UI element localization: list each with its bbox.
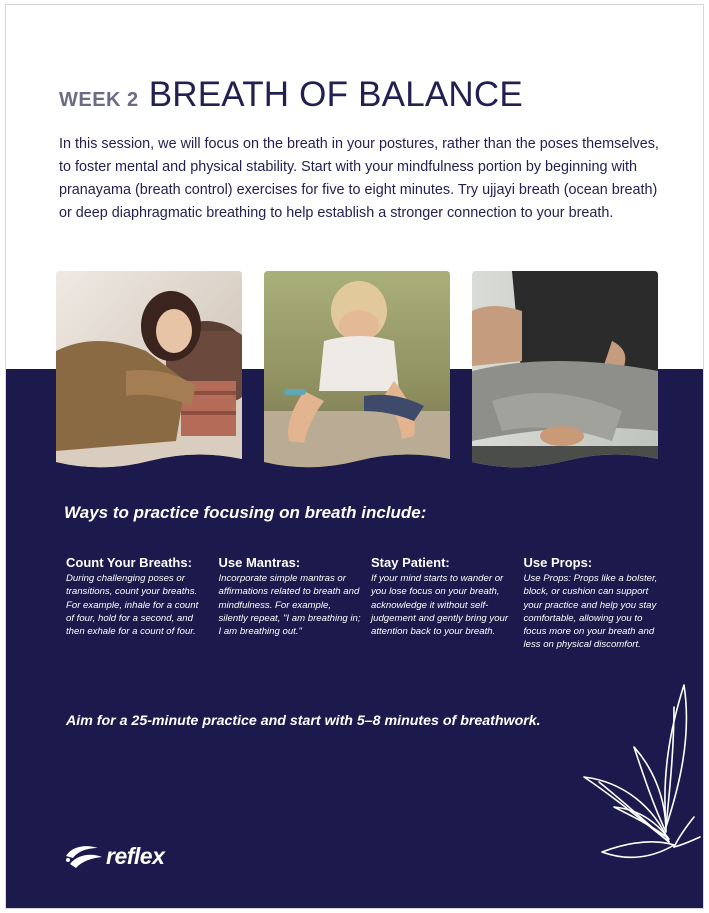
tip-count-breaths xyxy=(66,555,219,652)
photo-woman-childs-pose xyxy=(264,271,450,471)
tip-title: Use Props: xyxy=(523,555,593,570)
tip-title: Stay Patient: xyxy=(371,555,450,570)
practice-subheading: Ways to practice focusing on breath include: xyxy=(64,503,427,522)
aim-statement: Aim for a 25-minute practice and start with 5–8 minutes of breathwork. xyxy=(66,713,541,729)
intro-paragraph: In this session, we will focus on the breath in your postures, rather than the poses themselves, to foster mental and physical stability. Start with your mindfulness portion by beginning with pranayama (breath control) exercises for five to eight minutes. Try ujjayi breath (ocean breath) or deep diaphragmatic breathing to help establish a stronger connection to your breath. xyxy=(59,136,659,221)
photo-woman-resting-on-bolster xyxy=(56,271,242,471)
tip-body: During challenging poses or transitions, count your breaths. For example, inhale for a count of four, hold for a second, and then exhale for a count of four. xyxy=(66,573,199,638)
tip-stay-patient xyxy=(371,555,524,652)
tip-body: If your mind starts to wander or you lose focus on your breath, acknowledge it without self-judgement and gently bring your attention back to your breath. xyxy=(371,573,509,638)
page xyxy=(5,4,704,909)
lotus-flower-icon xyxy=(574,677,704,907)
page-title: BREATH OF BALANCE xyxy=(148,75,523,114)
reflex-logo xyxy=(64,843,164,870)
tip-title: Count Your Breaths: xyxy=(66,555,192,570)
tip-body: Use Props: Props like a bolster, block, or cushion can support your practice and help you stay comfortable, allowing you to focus more on your breath and less on physical discomfort. xyxy=(523,573,658,651)
reflex-logo-mark-icon xyxy=(64,844,104,870)
tip-body: Incorporate simple mantras or affirmations related to breath and mindfulness. For example, silently repeat, "I am breathing in; I am breathing out." xyxy=(218,573,361,638)
page-header xyxy=(59,75,523,115)
week-label: WEEK 2 xyxy=(59,89,139,111)
photo-man-meditating xyxy=(472,271,658,471)
brand-name: reflex xyxy=(106,843,165,869)
tip-use-mantras xyxy=(219,555,372,652)
tips-row xyxy=(66,555,676,652)
tip-title: Use Mantras: xyxy=(218,555,301,570)
tip-use-props xyxy=(524,555,677,652)
